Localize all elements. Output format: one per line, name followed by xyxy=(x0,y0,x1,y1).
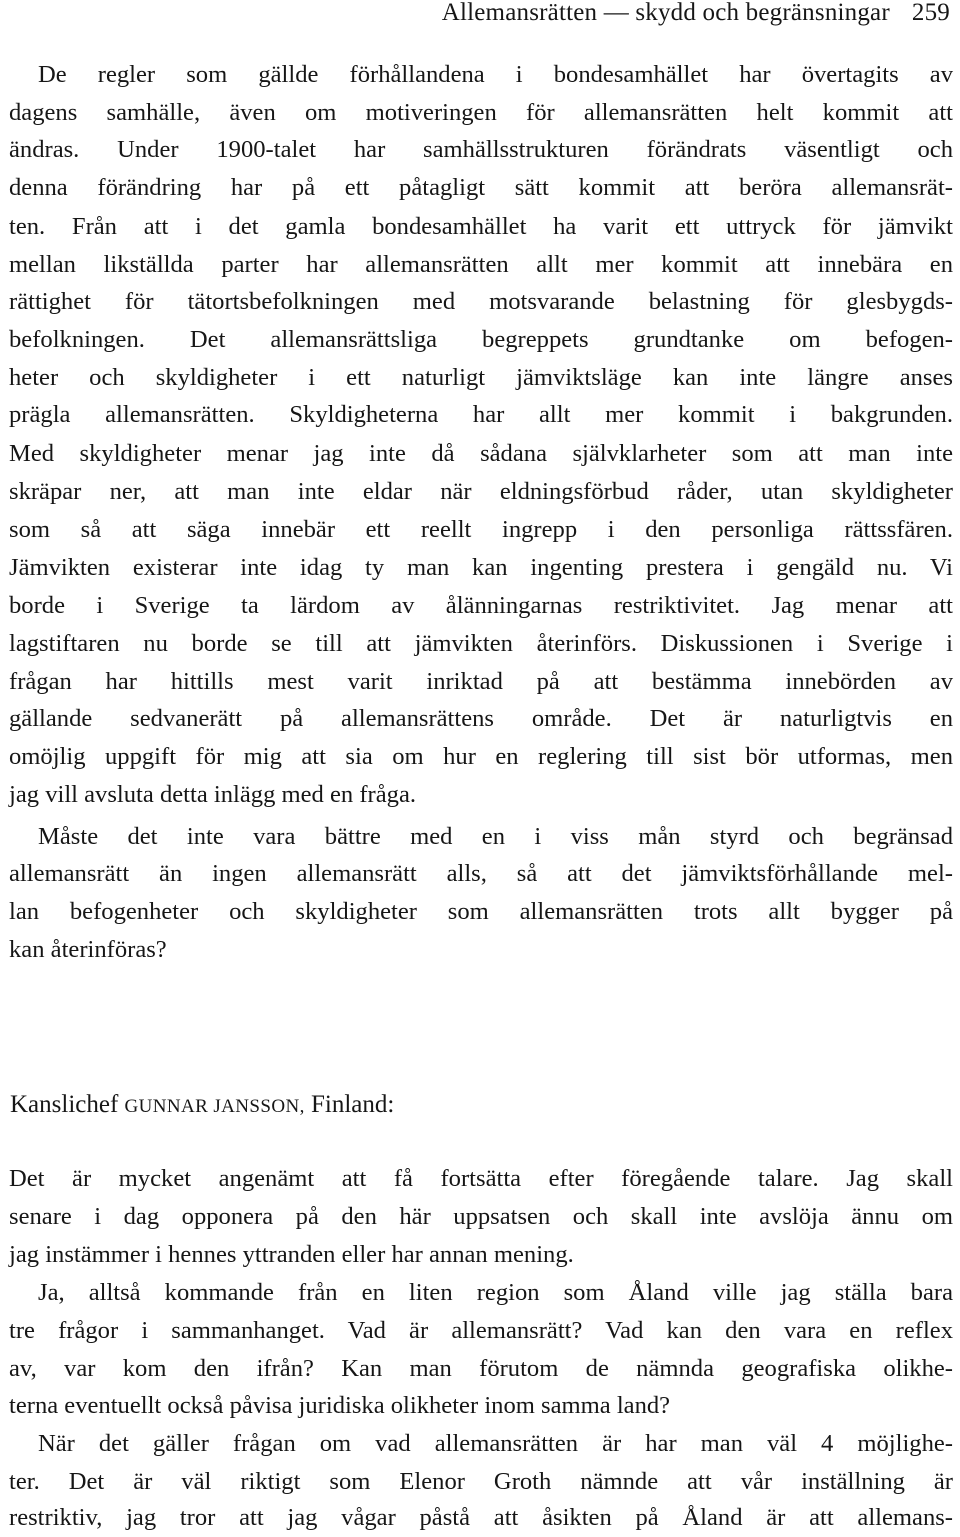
text-line: terna eventuellt också påvisa juridiska olikheter inom samma land? xyxy=(9,1392,671,1419)
text-line: Måste det inte vara bättre med en i viss mån styrd och begränsad xyxy=(38,823,953,850)
text-line: som så att säga innebär ett reellt ingrepp i den personliga rättssfären. xyxy=(9,516,953,543)
text-line: lagstiftaren nu borde se till att jämvikten återinförs. Diskussionen i Sverige i xyxy=(9,630,953,657)
text-line: Med skyldigheter menar jag inte då sådana självklarheter som att man inte xyxy=(9,440,953,467)
text-line: senare i dag opponera på den här uppsatsen och skall inte avslöja ännu om xyxy=(9,1203,953,1230)
text-line: jag vill avsluta detta inlägg med en fråga. xyxy=(9,781,417,808)
running-head xyxy=(442,0,950,28)
speaker-heading xyxy=(10,1086,394,1126)
text-line: gällande sedvanerätt på allemansrättens område. Det är naturligtvis en xyxy=(9,705,953,732)
text-line: Ja, alltså kommande från en liten region som Åland ville jag ställa bara xyxy=(38,1279,953,1306)
text-line: lan befogenheter och skyldigheter som allemansrätten trots allt bygger på xyxy=(9,898,953,925)
text-line: tre frågor i sammanhanget. Vad är allemansrätt? Vad kan den vara en reflex xyxy=(9,1317,953,1344)
text-line: Det är mycket angenämt att få fortsätta efter föregående talare. Jag skall xyxy=(9,1165,953,1192)
speaker-place: Finland: xyxy=(311,1091,395,1118)
text-line: ten. Från att i det gamla bondesamhället ha varit ett uttryck för jämvikt xyxy=(9,213,953,240)
running-title: Allemansrätten — skydd och begränsningar xyxy=(441,0,890,26)
text-line: frågan har hittills mest varit inriktad på att bestämma innebörden av xyxy=(9,668,953,695)
text-line: prägla allemansrätten. Skyldigheterna har allt mer kommit i bakgrunden. xyxy=(9,401,953,428)
text-line: ter. Det är väl riktigt som Elenor Groth nämnde att vår inställning är xyxy=(9,1468,953,1495)
text-line: denna förändring har på ett påtagligt sätt kommit att beröra allemansrät- xyxy=(9,174,953,201)
text-line: restriktiv, jag tror att jag vågar påstå att åsikten på Åland är att allemans- xyxy=(9,1504,953,1531)
text-line: mellan likställda parter har allemansrätten allt mer kommit att innebära en xyxy=(9,251,953,278)
speaker-name: GUNNAR JANSSON, xyxy=(124,1096,305,1117)
text-line: ändras. Under 1900-talet har samhällsstrukturen förändrats väsentligt och xyxy=(9,136,953,163)
text-line: De regler som gällde förhållandena i bondesamhället har övertagits av xyxy=(38,61,953,88)
text-line: allemansrätt än ingen allemansrätt alls, så att det jämviktsförhållande mel- xyxy=(9,860,953,887)
page-number: 259 xyxy=(911,0,950,26)
text-line: kan återinföras? xyxy=(9,936,167,963)
text-line: omöjlig uppgift för mig att sia om hur en reglering till sist bör utformas, men xyxy=(9,743,953,770)
speaker-title: Kanslichef xyxy=(10,1091,119,1118)
text-line: befolkningen. Det allemansrättsliga begreppets grundtanke om befogen- xyxy=(9,326,953,353)
text-line: Jämvikten existerar inte idag ty man kan ingenting prestera i gengäld nu. Vi xyxy=(9,554,953,581)
text-line: av, var kom den ifrån? Kan man förutom de nämnda geografiska olikhe- xyxy=(9,1355,953,1382)
text-line: skräpar ner, att man inte eldar när eldningsförbud råder, utan skyldigheter xyxy=(9,478,953,505)
text-line: borde i Sverige ta lärdom av ålänningarnas restriktivitet. Jag menar att xyxy=(9,592,953,619)
text-line: dagens samhälle, även om motiveringen för allemansrätten helt kommit att xyxy=(9,99,953,126)
text-line: När det gäller frågan om vad allemansrätten är har man väl 4 möjlighe- xyxy=(38,1430,953,1457)
text-line: jag instämmer i hennes yttranden eller har annan mening. xyxy=(9,1241,574,1268)
text-line: rättighet för tätortsbefolkningen med motsvarande belastning för glesbygds- xyxy=(9,288,953,315)
text-line: heter och skyldigheter i ett naturligt jämviktsläge kan inte längre anses xyxy=(9,364,953,391)
